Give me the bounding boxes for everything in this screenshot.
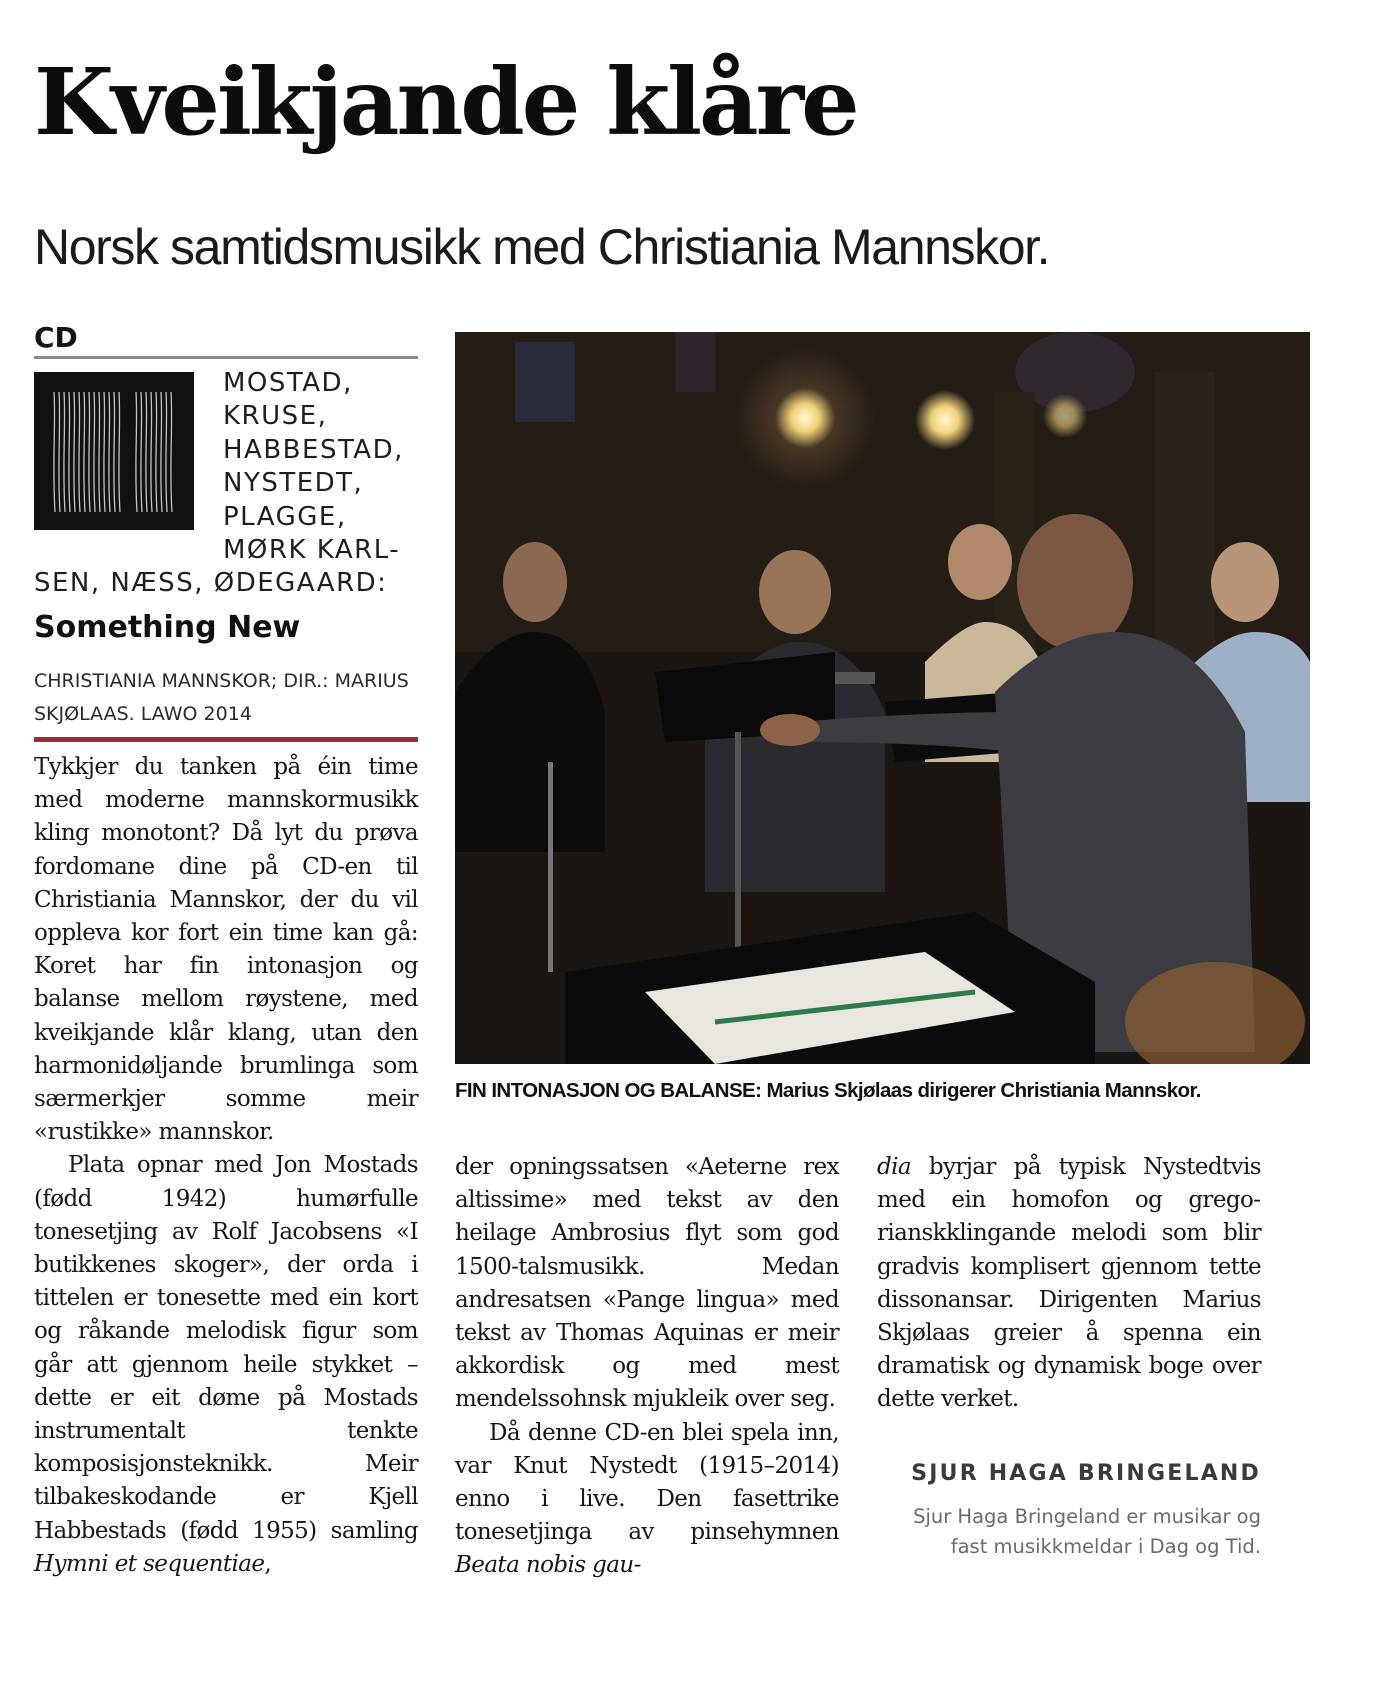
author-bio: Sjur Haga Bringeland er musikar og fast musikkmeldar i Dag og Tid.: [913, 1505, 1261, 1558]
byline-author: SJUR HAGA BRINGELAND: [911, 1461, 1261, 1486]
article-photo: [455, 332, 1310, 1064]
paragraph-2-text-a: Plata opnar med Jon Mostads (fødd 1942) humørfulle tonesetjing av Rolf Jacobsens «I butikkenes skoger», der orda i tittelen er tonesette med ein kort og råkande melodisk figur som går att gjennom heile stykket – dette er eit døme på Mostads instrumentalt tenkte komposisjonsteknikk. Meir tilbakeskodande er Kjell Habbestads (fødd 1955) samling: [34, 1152, 418, 1544]
paragraph-2-text-b: ,: [264, 1550, 272, 1577]
paragraph-3-text-b: byrjar på typisk Nystedtvis med ein homofon og gregorianskklingande melodi som blir gradvis komplisert gjennom tette dissonansar. Dirigenten Marius Skjølaas greier å spenna ein dramatisk og dynamisk boge over dette verket.: [877, 1154, 1261, 1413]
paragraph-2: [34, 1149, 418, 1581]
work-title-hymni: Hymni et sequentiae: [34, 1550, 265, 1577]
photo-caption: FIN INTONASJON OG BALANSE: Marius Skjølaas dirigerer Christiania Mannskor.: [455, 1079, 1201, 1102]
body-column-1: [34, 751, 418, 1581]
body-column-3: [877, 1151, 1261, 1417]
work-title-beata-part-2: dia: [877, 1154, 911, 1180]
paragraph-3-text-a: Då denne CD-en blei spela inn, var Knut Nystedt (1915–2014) enno i live. Den fasettrike tonesetjinga av pinsehymnen: [455, 1419, 839, 1546]
subheadline: Norsk samtidsmusikk med Christiania Mannskor.: [34, 219, 1050, 275]
work-title-beata-part-1: Beata nobis gau-: [455, 1552, 641, 1579]
composers-text: MOSTAD, KRUSE, HABBESTAD, NYSTEDT, PLAGGE, MØRK KARL-SEN, NÆSS, ØDEGAARD:: [34, 368, 404, 599]
cover-spacer: [34, 367, 223, 563]
body-column-2: [455, 1151, 839, 1583]
composer-list: [34, 367, 418, 601]
album-credits: CHRISTIANIA MANNSKOR; DIR.: MARIUS SKJØLAAS. LAWO 2014: [34, 670, 409, 725]
section-label: CD: [34, 322, 418, 359]
album-title: Something New: [34, 610, 301, 645]
paragraph-1: Tykkjer du tanken på éin time med moderne mannskormusikk kling monotont? Då lyt du prøva fordomane dine på CD-en til Christiania Mannskor, der du vil oppleva kor fort ein time kan gå: Koret har fin intonasjon og balanse mellom røystene, med kveikjande klår klang, utan den harmonidøljande brumlinga som særmerkjer somme meir «rustikke» mannskor.: [34, 754, 418, 1146]
headline: Kveikjande klåre: [34, 48, 857, 156]
paragraph-3: [455, 1417, 839, 1583]
paragraph-3-continued: [877, 1151, 1261, 1417]
paragraph-2-continued: der opningssatsen «Aeterne rex altissime» med tekst av den heilage Ambrosius flyt som god 1500-talsmusikk. Medan andresatsen «Pange lingua» med tekst av Thomas Aquinas er meir akkordisk og med mest mendelssohnsk mjukleik over seg.: [455, 1154, 839, 1413]
accent-rule: [34, 737, 418, 742]
